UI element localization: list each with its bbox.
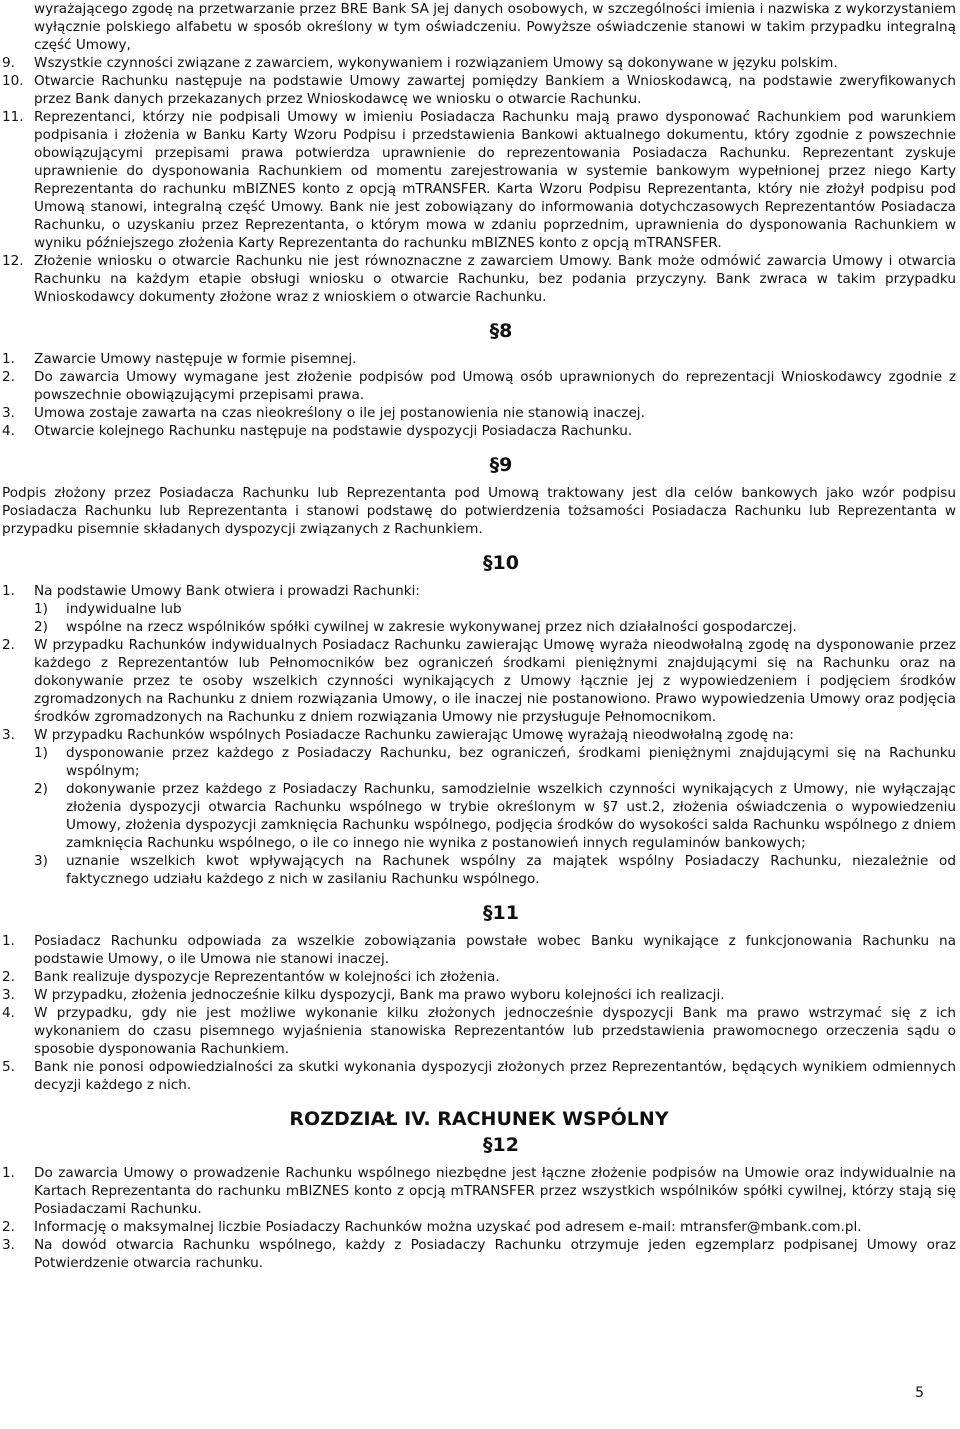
list-item [2,72,956,108]
item-number: 2. [2,969,15,985]
chapter-title: ROZDZIAŁ IV. RACHUNEK WSPÓLNY [289,1108,669,1130]
sub-item-text: dysponowanie przez każdego z Posiadaczy Rachunku, bez ograniczeń, środkami pieniężnymi znajdującymi się na Rachunku wspólnym; [66,745,956,779]
section-heading-12: §12 [483,1134,519,1156]
item-text: Otwarcie kolejnego Rachunku następuje na podstawie dyspozycji Posiadacza Rachunku. [34,423,633,439]
item-text: Informację o maksymalnej liczbie Posiadaczy Rachunków można uzyskać pod adresem e-mail: mtransfer@mbank.com.pl. [34,1219,862,1235]
list-item [2,726,956,888]
item-number: 9. [2,55,15,71]
list-item [2,932,956,968]
sub-item-text: dokonywanie przez każdego z Posiadaczy Rachunku, samodzielnie wszelkich czynności wynikających z Umowy, nie wyłączając złożenia dyspozycji otwarcia Rachunku wspólnego w trybie określonym w §7 ust.2, złożenia oświadczenia o wypowiedzeniu Umowy, złożenia dyspozycji zamknięcia Rachunku wspólnego, podjęcia środków do wysokości salda Rachunku wspólnego z dniem zamknięcia Rachunku wspólnego, o ile co innego nie wynika z postanowień innych regulaminów bankowych; [66,781,956,851]
item-text: Na podstawie Umowy Bank otwiera i prowadzi Rachunki: [34,583,420,599]
list-item [2,1236,956,1272]
list-item [2,986,956,1004]
section-9-paragraph: Podpis złożony przez Posiadacza Rachunku lub Reprezentanta pod Umową traktowany jest dla celów bankowych jako wzór podpisu Posiadacza Rachunku lub Reprezentanta i stanowi podstawę do potwierdzenia tożsamości Posiadacza Rachunku lub Reprezentanta w przypadku pisemnie składanych dyspozycji związanych z Rachunkiem. [2,485,956,537]
item-number: 3. [2,727,15,743]
list-item [2,404,956,422]
item-text: Zawarcie Umowy następuje w formie pisemnej. [34,351,357,367]
item-number: 5. [2,1059,15,1075]
sub-item-text: uznanie wszelkich kwot wpływających na Rachunek wspólny za majątek wspólny Posiadaczy Rachunku, niezależnie od faktycznego udziału każdego z nich w zasilaniu Rachunku wspólnego. [66,853,956,887]
item-number: 1. [2,933,15,949]
item-text: Do zawarcia Umowy wymagane jest złożenie podpisów pod Umową osób uprawnionych do reprezentacji Wnioskodawcy zgodnie z powszechnie obowiązującymi przepisami prawa. [34,369,956,403]
item-text: Wszystkie czynności związane z zawarciem, wykonywaniem i rozwiązaniem Umowy są dokonywane w języku polskim. [34,55,838,71]
item-number: 4. [2,1005,15,1021]
item-number: 3. [2,987,15,1003]
item-text: W przypadku Rachunków wspólnych Posiadacze Rachunku zawierając Umowę wyrażają nieodwołalną zgodę na: [34,727,794,743]
sub-item [34,780,956,852]
list-item [2,54,956,72]
page-number: 5 [915,1385,924,1401]
item-text: Złożenie wniosku o otwarcie Rachunku nie jest równoznaczne z zawarciem Umowy. Bank może odmówić zawarcia Umowy i otwarcia Rachunku na każdym etapie obsługi wniosku o otwarcie Rachunku, bez podania przyczyny. Bank zwraca w takim przypadku Wnioskodawcy dokumenty złożone wraz z wnioskiem o otwarcie Rachunku. [34,253,956,305]
sub-item-text: indywidualne lub [66,601,182,617]
list-item [2,1058,956,1094]
section-heading-8: §8 [489,320,513,342]
list-item [2,636,956,726]
item-number: 1. [2,583,15,599]
section-heading-9: §9 [489,454,513,476]
item-number: 3. [2,1237,15,1253]
item-text: W przypadku, złożenia jednocześnie kilku dyspozycji, Bank ma prawo wyboru kolejności ich realizacji. [34,987,725,1003]
list-item [2,582,956,636]
item-number: 2. [2,369,15,385]
list-item [2,368,956,404]
item-number: 2. [2,637,15,653]
item-number: 11. [2,109,24,125]
item-number: 2. [2,1219,15,1235]
list-item [2,1004,956,1058]
item-text: Reprezentanci, którzy nie podpisali Umowy w imieniu Posiadacza Rachunku mają prawo dysponować Rachunkiem pod warunkiem podpisania i złożenia w Banku Karty Wzoru Podpisu i przedstawienia Bankowi aktualnego dokumentu, który zgodnie z powszechnie obowiązującymi przepisami prawa potwierdza uprawnienie do reprezentowania Posiadacza Rachunku. Reprezentant zyskuje uprawnienie do dysponowania Rachunkiem od momentu zarejestrowania w systemie bankowym wypełnionej przez niego Karty Reprezentanta do rachunku mBIZNES konto z opcją mTRANSFER. Karta Wzoru Podpisu Reprezentanta, który nie złożył podpisu pod Umową stanowi, integralną część Umowy. Bank nie jest zobowiązany do informowania dotychczasowych Reprezentantów Posiadacza Rachunku, o uzyskaniu przez Reprezentanta, o którym mowa w zdaniu poprzednim, uprawnienia do dysponowania Rachunkiem w wyniku późniejszego złożenia Karty Reprezentanta do rachunku mBIZNES konto z opcją mTRANSFER. [34,109,956,251]
item-number: 1. [2,1165,15,1181]
list-item [2,968,956,986]
list-item [2,422,956,440]
list-item [2,1218,956,1236]
item-number: 12. [2,253,24,269]
list-item [2,252,956,306]
paragraph-text: wyrażającego zgodę na przetwarzanie przez BRE Bank SA jej danych osobowych, w szczególności imienia i nazwiska z wykorzystaniem wyłącznie polskiego alfabetu w sposób określony w tym oświadczeniu. Powyższe oświadczenie stanowi w takim przypadku integralną część Umowy, [34,1,956,53]
item-number: 1. [2,351,15,367]
item-text: Umowa zostaje zawarta na czas nieokreślony o ile jej postanowienia nie stanowią inaczej. [34,405,645,421]
item-text: Bank realizuje dyspozycje Reprezentantów w kolejności ich złożenia. [34,969,500,985]
section-heading-11: §11 [483,902,519,924]
list-item [2,108,956,252]
list-item [2,350,956,368]
item-number: 4. [2,423,15,439]
sub-item-number: 1) [34,601,48,617]
item-text: Bank nie ponosi odpowiedzialności za skutki wykonania dyspozycji złożonych przez Reprezentantów, będących wynikiem odmiennych decyzji każdego z nich. [34,1059,956,1093]
item-text: W przypadku, gdy nie jest możliwe wykonanie kilku złożonych jednocześnie dyspozycji Bank ma prawo wstrzymać się z ich wykonaniem do czasu pisemnego wyjaśnienia stanowiska Reprezentantów lub przedstawienia prawomocnego orzeczenia sądu o sposobie dysponowania Rachunkiem. [34,1005,956,1057]
sub-item-text: wspólne na rzecz wspólników spółki cywilnej w zakresie wykonywanej przez nich działalności gospodarczej. [66,619,797,635]
sub-item-number: 2) [34,781,48,797]
sub-item-number: 1) [34,745,48,761]
list-item [2,1164,956,1218]
document-content [2,0,956,1272]
sub-item-number: 2) [34,619,48,635]
sub-item-number: 3) [34,853,48,869]
item-text: Do zawarcia Umowy o prowadzenie Rachunku wspólnego niezbędne jest łączne złożenie podpisów na Umowie oraz indywidualnie na Kartach Reprezentanta do rachunku mBIZNES konto z opcją mTRANSFER przez wszystkich wspólników spółki cywilnej, którzy stają się Posiadaczami Rachunku. [34,1165,956,1217]
item-number: 10. [2,73,24,89]
section-heading-10: §10 [483,552,519,574]
item-text: W przypadku Rachunków indywidualnych Posiadacz Rachunku zawierając Umowę wyraża nieodwołalną zgodę na dysponowanie przez każdego z Reprezentantów lub Pełnomocników bez ograniczeń środkami pieniężnymi znajdującymi się na Rachunku oraz na dokonywanie przez te osoby wszelkich czynności wynikających z Umowy łącznie jej z wypowiedzeniem i podjęciem środków zgromadzonych na Rachunku z dniem rozwiązania Umowy, o ile inaczej nie postanowiono. Prawo wypowiedzenia Umowy oraz podjęcia środków zgromadzonych na Rachunku z dniem rozwiązania Umowy nie przysługuje Pełnomocnikom. [34,637,956,725]
sub-item [34,600,956,618]
sub-item [34,618,956,636]
item-text: Posiadacz Rachunku odpowiada za wszelkie zobowiązania powstałe wobec Banku wynikające z funkcjonowania Rachunku na podstawie Umowy, o ile Umowa nie stanowi inaczej. [34,933,956,967]
sub-item [34,852,956,888]
item-number: 3. [2,405,15,421]
item-text: Otwarcie Rachunku następuje na podstawie Umowy zawartej pomiędzy Bankiem a Wnioskodawcą, na podstawie zweryfikowanych przez Bank danych przekazanych przez Wnioskodawcę we wniosku o otwarcie Rachunku. [34,73,956,107]
continuation-paragraph [2,0,956,54]
item-text: Na dowód otwarcia Rachunku wspólnego, każdy z Posiadaczy Rachunku otrzymuje jeden egzemplarz podpisanej Umowy oraz Potwierdzenie otwarcia rachunku. [34,1237,956,1271]
sub-item [34,744,956,780]
